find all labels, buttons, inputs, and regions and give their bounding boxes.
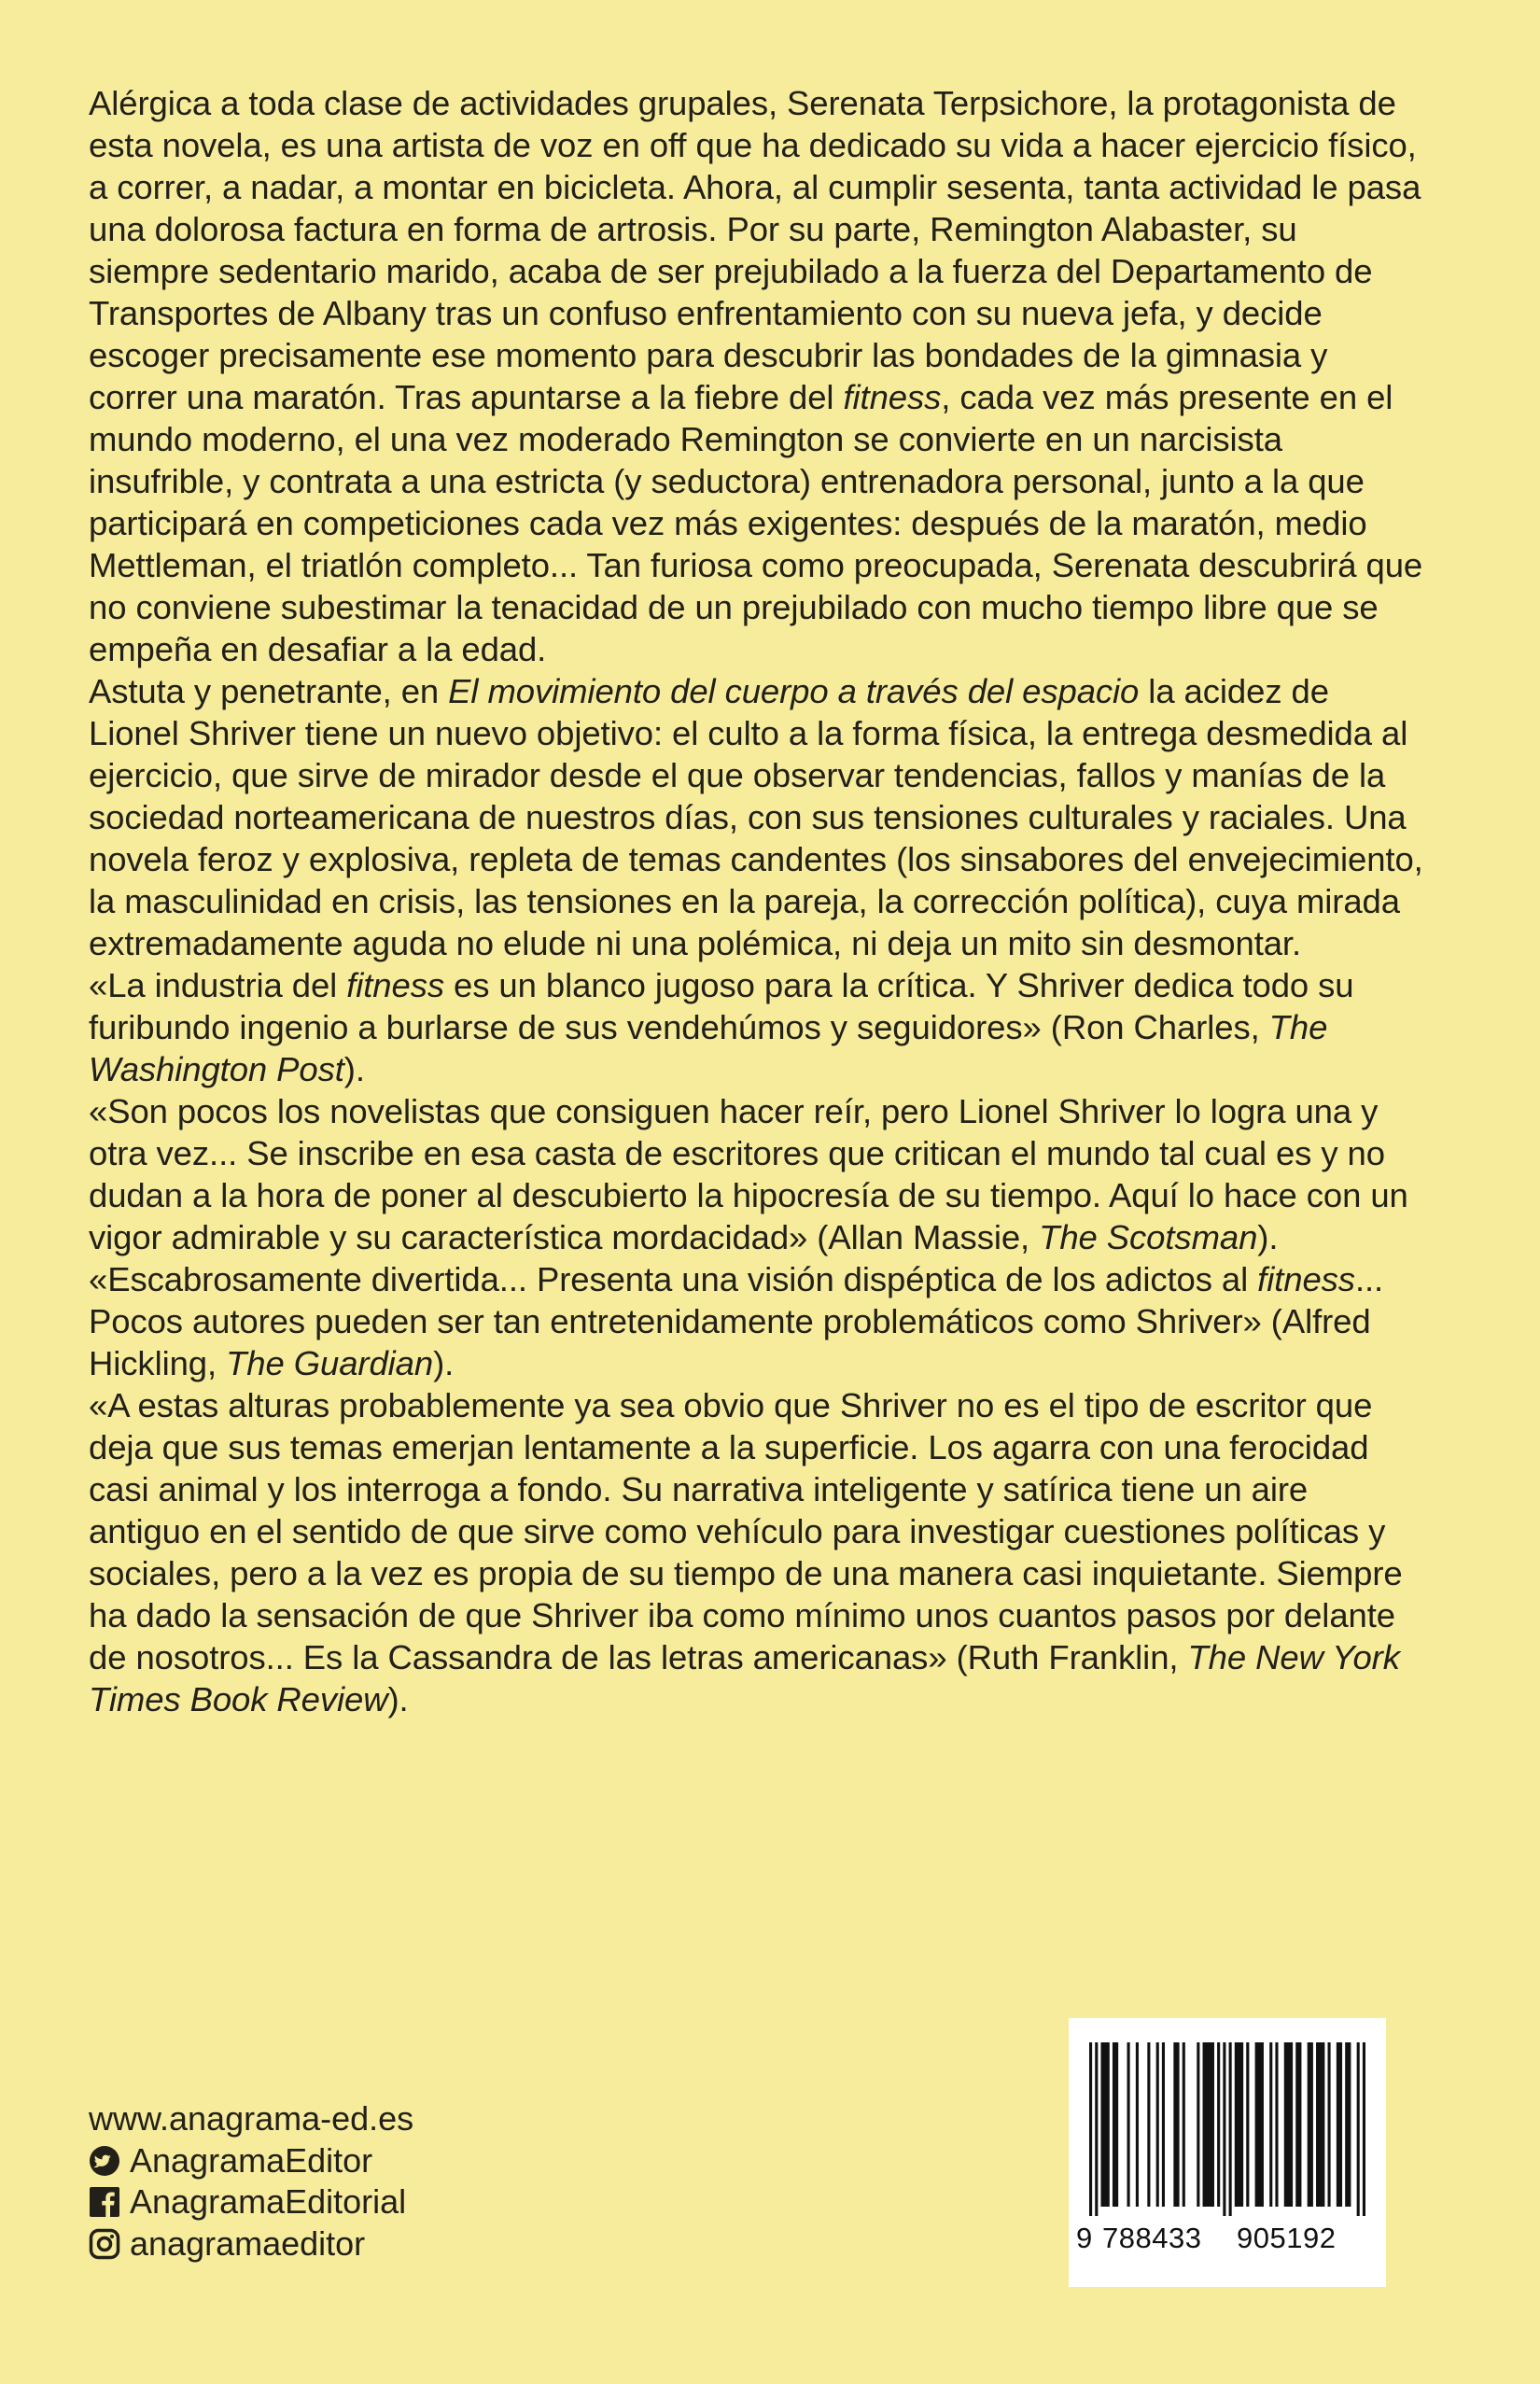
review-quote-scotsman: «Son pocos los novelistas que consiguen hacer reír, pero Lionel Shriver lo logra una y otra vez... Se inscribe en esa casta de escritores que critican el mundo tal cual es y no dudan a la hora de poner al descubierto la hipocresía de su tiempo. Aquí lo hace con un vigor admirable y su característica mordacidad» (Allan Massie, The Scotsman). xyxy=(89,1092,1408,1256)
review-quote-guardian: «Escabrosamente divertida... Presenta una visión dispéptica de los adictos al fitness... Pocos autores pueden ser tan entretenidamente problemáticos como Shriver» (Alfred Hickling, The Guardian). xyxy=(89,1260,1384,1382)
barcode-bar xyxy=(1269,2042,1272,2207)
synopsis-paragraph-2: Astuta y penetrante, en El movimiento del cuerpo a través del espacio la acidez de Lionel Shriver tiene un nuevo objetivo: el culto a la forma física, la entrega desmedida al ejercicio, que sirve de mirador desde el que observar tendencias, fallos y manías de la sociedad norteamericana de nuestros días, con sus tensiones culturales y raciales. Una novela feroz y explosiva, repleta de temas candentes (los sinsabores del envejecimiento, la masculinidad en crisis, las tensiones en la pareja, la corrección política), cuya mirada extremadamente aguda no elude ni una polémica, ni deja un mito sin desmontar. xyxy=(89,672,1423,962)
barcode-first-digit: 9 xyxy=(1076,2222,1093,2254)
barcode-right-group: 905192 xyxy=(1237,2222,1337,2254)
barcode-bar xyxy=(1229,2042,1232,2216)
barcode-bar xyxy=(1089,2042,1092,2216)
book-title: El movimiento del cuerpo a través del espacio xyxy=(448,672,1140,710)
barcode-bar xyxy=(1147,2042,1150,2207)
barcode-bar xyxy=(1095,2042,1098,2216)
barcode-bar xyxy=(1203,2042,1214,2207)
review-quote-washington-post: «La industria del fitness es un blanco jugoso para la crítica. Y Shriver dedica todo su furibundo ingenio a burlarse de sus vendehúmos y seguidores» (Ron Charles, The Washington Post). xyxy=(89,966,1354,1088)
isbn-barcode xyxy=(1069,2018,1386,2287)
barcode-left-group: 788433 xyxy=(1102,2222,1202,2254)
barcode-bar xyxy=(1308,2042,1313,2207)
publisher-contacts xyxy=(89,2098,413,2265)
barcode-bar xyxy=(1295,2042,1301,2207)
barcode-bar xyxy=(1316,2042,1324,2207)
barcode-bar xyxy=(1345,2042,1351,2207)
instagram-link[interactable]: anagramaeditor xyxy=(89,2223,413,2265)
barcode-bar xyxy=(1255,2042,1264,2207)
twitter-link[interactable]: AnagramaEditor xyxy=(89,2140,413,2182)
barcode-bar xyxy=(1127,2042,1130,2207)
review-quote-nyt: «A estas alturas probablemente ya sea obvio que Shriver no es el tipo de escritor que deja que sus temas emerjan lentamente a la superficie. Los agarra con una ferocidad casi animal y los interroga a fondo. Su narrativa inteligente y satírica tiene un aire antiguo en el sentido de que sirve como vehículo para investigar cuestiones políticas y sociales, pero a la vez es propia de su tiempo de una manera casi inquietante. Siempre ha dado la sensación de que Shriver iba como mínimo unos cuantos pasos por delante de nosotros... Es la Cassandra de las letras americanas» (Ruth Franklin, The New York Times Book Review). xyxy=(89,1386,1403,1718)
twitter-icon xyxy=(89,2145,120,2177)
barcode-bar xyxy=(1284,2042,1293,2207)
barcode-bar xyxy=(1100,2042,1109,2207)
facebook-icon xyxy=(89,2186,120,2218)
synopsis-block xyxy=(89,82,1423,1720)
synopsis-paragraph-1: Alérgica a toda clase de actividades grupales, Serenata Terpsichore, la protagonista de esta novela, es una artista de voz en off que ha dedicado su vida a hacer ejercicio físico, a correr, a nadar, a montar en bicicleta. Ahora, al cumplir sesenta, tanta actividad le pasa una dolorosa factura en forma de artrosis. Por su parte, Remington Alabaster, su siempre sedentario marido, acaba de ser prejubilado a la fuerza del Departamento de Transportes de Albany tras un confuso enfrentamiento con su nueva jefa, y decide escoger precisamente ese momento para descubrir las bondades de la gimnasia y correr una maratón. Tras apuntarse a la fiebre del fitness, cada vez más presente en el mundo moderno, el una vez moderado Remington se convierte en un narcisista insufrible, y contrata a una estricta (y seductora) entrenadora personal, junto a la que participará en competiciones cada vez más exigentes: después de la maratón, medio Mettleman, el triatlón completo... Tan furiosa como preocupada, Serenata descubrirá que no conviene subestimar la tenacidad de un prejubilado con mucho tiempo libre que se empeña en desafiar a la edad. xyxy=(89,84,1423,668)
barcode-bar xyxy=(1113,2042,1118,2207)
barcode-bar xyxy=(1275,2042,1278,2207)
barcode-bar xyxy=(1156,2042,1159,2207)
website-link[interactable]: www.anagrama-ed.es xyxy=(89,2099,414,2138)
barcode-bar xyxy=(1363,2042,1365,2216)
barcode-bar xyxy=(1327,2042,1330,2207)
barcode-bar xyxy=(1173,2042,1179,2207)
barcode-bar xyxy=(1162,2042,1165,2207)
barcode-bars xyxy=(1089,2042,1365,2216)
barcode-bar xyxy=(1337,2042,1342,2207)
barcode-bar xyxy=(1217,2042,1220,2207)
barcode-bar xyxy=(1136,2042,1139,2207)
instagram-icon xyxy=(89,2228,120,2260)
barcode-bar xyxy=(1223,2042,1225,2216)
barcode-bar xyxy=(1197,2042,1199,2207)
barcode-bar xyxy=(1183,2042,1185,2207)
facebook-link[interactable]: AnagramaEditorial xyxy=(89,2181,413,2223)
barcode-bar xyxy=(1235,2042,1243,2207)
barcode-bar xyxy=(1246,2042,1249,2207)
barcode-bar xyxy=(1357,2042,1360,2216)
